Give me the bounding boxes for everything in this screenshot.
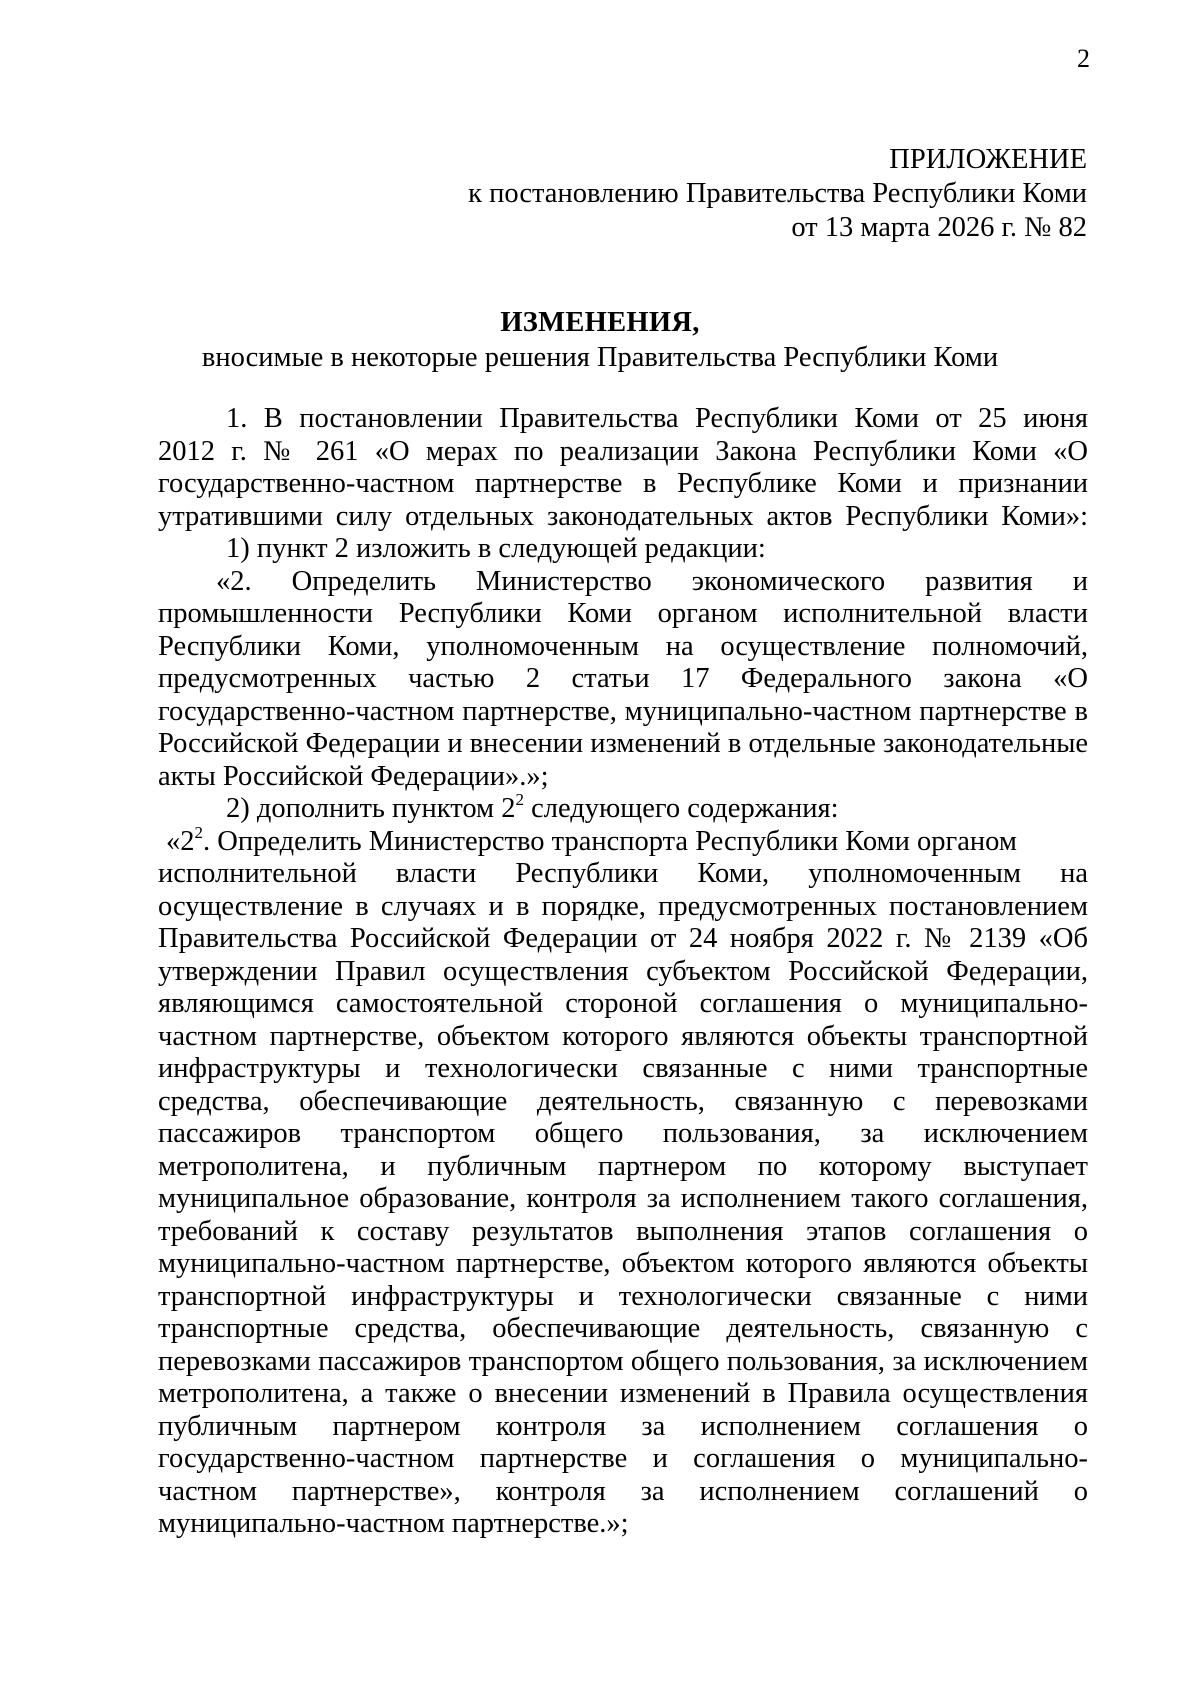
- body-line: метрополитена, и публичным партнером по которому выступает: [158, 1150, 1088, 1182]
- body-line: инфраструктуры и технологически связанные с ними транспортные: [158, 1053, 1088, 1084]
- body-line: публичным партнером контроля за исполнением соглашения о: [158, 1410, 1088, 1442]
- body-line: Республики Коми, уполномоченным на осуществление полномочий,: [158, 630, 1088, 662]
- body-line: метрополитена, а также о внесении изменений в Правила осуществления: [158, 1378, 1088, 1409]
- body-line: муниципально-частном партнерстве.»;: [158, 1508, 629, 1539]
- body-line: государственно-частном партнерстве в Республике Коми и признании: [158, 468, 1088, 499]
- body-line: 1) пункт 2 изложить в следующей редакции:: [226, 533, 766, 564]
- body-line: исполнительной власти Республики Коми, уполномоченным на: [158, 858, 1088, 889]
- body-line: средства, обеспечивающие деятельность, связанную с перевозками: [158, 1085, 1088, 1117]
- body-line: осуществление в случаях и в порядке, предусмотренных постановлением: [158, 890, 1088, 922]
- body-line: утратившими силу отдельных законодательных актов Республики Коми»:: [158, 500, 1088, 532]
- body-line: [158, 790, 1088, 826]
- body-line: государственно-частном партнерстве, муниципально-частном партнерстве в: [158, 695, 1088, 727]
- body-line: требований к составу результатов выполнения этапов соглашения о: [158, 1215, 1088, 1247]
- body-line: муниципально-частном партнерстве, объектом которого являются объекты: [158, 1248, 1088, 1279]
- document-subtitle: вносимые в некоторые решения Правительства Республики Коми: [201, 342, 999, 373]
- appendix-header: [468, 143, 1087, 245]
- body-line: акты Российской Федерации».»;: [158, 760, 549, 792]
- superscript: 2: [515, 790, 524, 809]
- body-text-run: 2) дополнить пунктом 2: [226, 793, 516, 824]
- body-line: [158, 822, 1088, 859]
- body-line: «2. Определить Министерство экономического развития и: [216, 565, 1088, 597]
- document-title: ИЗМЕНЕНИЯ,: [500, 307, 700, 338]
- body-line: частном партнерстве», контроля за исполнением соглашений о: [158, 1475, 1088, 1507]
- page-number: 2: [1077, 44, 1090, 73]
- body-line: транспортной инфраструктуры и технологически связанные с ними: [158, 1280, 1088, 1312]
- superscript: 2: [194, 822, 203, 842]
- body-text-run: следующего содержания:: [523, 793, 839, 824]
- appendix-resolution-ref: к постановлению Правительства Республики Коми: [468, 178, 1087, 209]
- body-line: пассажиров транспортом общего пользования, за исключением: [158, 1118, 1088, 1149]
- body-line: перевозками пассажиров транспортом общего пользования, за исключением: [158, 1345, 1088, 1377]
- appendix-resolution-date: от 13 марта 2026 г. № 82: [791, 212, 1087, 243]
- body-line: частном партнерстве, объектом которого являются объекты транспортной: [158, 1020, 1088, 1052]
- body-line: 1. В постановлении Правительства Республики Коми от 25 июня: [226, 403, 1088, 434]
- body-line: промышленности Республики Коми органом исполнительной власти: [158, 598, 1088, 629]
- body-line: предусмотренных частью 2 статьи 17 Федерального закона «О: [158, 663, 1088, 694]
- body-line: являющимся самостоятельной стороной соглашения о муниципально-: [158, 988, 1088, 1019]
- body-line: 2012 г. № 261 «О мерах по реализации Закона Республики Коми «О: [158, 435, 1088, 467]
- body-text-run: «2: [166, 825, 195, 857]
- body-line: утверждении Правил осуществления субъектом Российской Федерации,: [158, 955, 1088, 987]
- body-line: Российской Федерации и внесении изменений в отдельные законодательные: [158, 728, 1088, 759]
- body-line: транспортные средства, обеспечивающие деятельность, связанную с: [158, 1313, 1088, 1344]
- document-body: [158, 403, 1088, 1541]
- appendix-label: ПРИЛОЖЕНИЕ: [889, 144, 1087, 175]
- body-line: муниципальное образование, контроля за исполнением такого соглашения,: [158, 1183, 1088, 1214]
- body-text-run: . Определить Министерство транспорта Республики Коми органом: [203, 825, 1017, 857]
- body-line: Правительства Российской Федерации от 24 ноября 2022 г. № 2139 «Об: [158, 923, 1088, 954]
- body-line: государственно-частном партнерстве и соглашения о муниципально-: [158, 1443, 1088, 1474]
